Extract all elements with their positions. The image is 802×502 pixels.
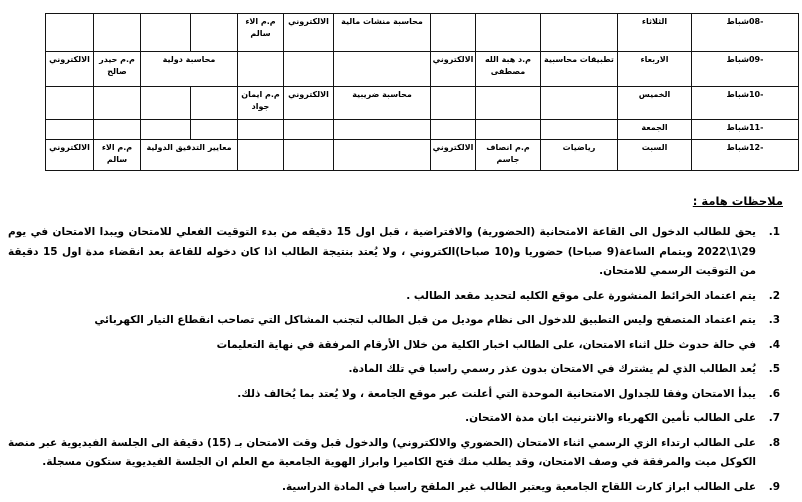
empty-cell (141, 120, 191, 140)
schedule-row-saturday (46, 140, 799, 171)
date-cell: -08شباط (692, 14, 799, 52)
note-number: 5. (768, 363, 780, 375)
empty-cell (46, 120, 94, 140)
empty-cell (284, 140, 334, 171)
note-number: 6. (768, 387, 780, 400)
empty-cell (476, 87, 541, 120)
exam-type-cell: الالكتروني (284, 87, 334, 120)
lecturer-cell: م.م الاء سالم (94, 140, 141, 171)
subject-cell: محاسبة منشات مالية (334, 14, 431, 52)
empty-cell (238, 120, 284, 140)
note-number: 4. (768, 338, 780, 351)
empty-cell (94, 87, 141, 120)
schedule-row-thursday (46, 87, 799, 120)
exam-type-cell: الالكتروني (46, 140, 94, 171)
schedule-row-wednesday (46, 52, 799, 87)
note-number: 8. (768, 436, 780, 449)
note-item-1 (8, 223, 783, 282)
day-cell: الثلاثاء (618, 14, 692, 52)
note-text: يبدأ الامتحان وفقا للجداول الامتحانية الموحدة التي أعلنت عبر موقع الجامعة ، ولا يُعتد بما يُخالف ذلك. (237, 387, 756, 400)
note-item-2 (8, 287, 783, 307)
lecturer-cell: م.م الاء سالم (238, 14, 284, 52)
empty-cell (541, 87, 618, 120)
date-cell: -09شباط (692, 52, 799, 87)
note-item-3 (8, 311, 783, 331)
empty-cell (191, 14, 238, 52)
subject-cell: معايير التدقيق الدولية (141, 140, 238, 171)
note-text: على الطالب تأمين الكهرباء والانترنيت ابان مدة الامتحان. (465, 412, 756, 424)
notes-title: ملاحظات هامة : (692, 194, 783, 208)
lecturer-cell: م.م ايمان جواد (238, 87, 284, 120)
date-cell: -10شباط (692, 87, 799, 120)
lecturer-cell: م.م انصاف جاسم (476, 140, 541, 171)
day-cell: السبت (618, 140, 692, 171)
empty-cell (431, 120, 476, 140)
empty-cell (141, 87, 191, 120)
empty-cell (431, 87, 476, 120)
exam-type-cell: الالكتروني (46, 52, 94, 87)
subject-cell: تطبيقات محاسبية (541, 52, 618, 87)
empty-cell (191, 87, 238, 120)
note-text: يُعد الطالب الذي لم يشترك في الامتحان بدون عذر رسمي راسبا في تلك المادة. (348, 363, 756, 375)
note-text: يتم اعتماد المتصفح وليس التطبيق للدخول الى نظام موديل من قبل الطالب لتجنب المشاكل التي تصاحب انقطاع التيار الكهربائي (94, 314, 756, 326)
subject-cell: محاسبة دولية (141, 52, 238, 87)
subject-cell: رياضيات (541, 140, 618, 171)
exam-type-cell: الالكتروني (284, 14, 334, 52)
note-number: 2. (768, 289, 780, 302)
empty-cell (541, 14, 618, 52)
day-cell: الخميس (618, 87, 692, 120)
lecturer-cell: م.د هبة الله مصطفى (476, 52, 541, 87)
exam-schedule-table (45, 13, 799, 171)
empty-cell (46, 14, 94, 52)
empty-cell (334, 120, 431, 140)
empty-cell (94, 120, 141, 140)
note-text: على الطالب ارتداء الزي الرسمي اثناء الامتحان (الحضوري والالكتروني) والدخول قبل وقت الامتحان بـ (15) دقيقة الى الجلسة الفيديوية عبر منصة الكوكل ميت والمرفقة في وصف الامتحان، وقد يطلب منك فتح الكاميرا وابراز الهوية الجامعية مع العلم ان الجلسة الفيديوية ستكون مسجلة. (8, 436, 756, 468)
empty-cell (476, 120, 541, 140)
empty-cell (284, 120, 334, 140)
note-number: 3. (768, 314, 780, 326)
note-text: على الطالب ابراز كارت اللقاح الجامعية ويعتبر الطالب غير الملقح راسبا في المادة الدراسية. (281, 480, 756, 493)
empty-cell (238, 52, 284, 87)
note-number: 1. (768, 226, 780, 238)
note-item-7 (8, 409, 783, 429)
empty-cell (334, 52, 431, 87)
empty-cell (191, 120, 238, 140)
schedule-row-friday (46, 120, 799, 140)
note-item-9 (8, 478, 783, 498)
note-item-6 (8, 385, 783, 405)
empty-cell (94, 14, 141, 52)
day-cell: الجمعة (618, 120, 692, 140)
note-text: يتم اعتماد الخرائط المنشورة على موقع الكليه لتحديد مقعد الطالب . (406, 289, 756, 302)
note-number: 7. (768, 412, 780, 424)
note-item-5 (8, 360, 783, 380)
note-item-4 (8, 336, 783, 356)
notes-section (8, 194, 783, 502)
exam-type-cell: الالكتروني (431, 52, 476, 87)
empty-cell (284, 52, 334, 87)
empty-cell (541, 120, 618, 140)
empty-cell (238, 140, 284, 171)
note-text: يحق للطالب الدخول الى القاعة الامتحانية (الحضورية) والافتراضية ، قبل اول 15 دقيقه من بدء التوقيت الفعلي للامتحان ويبدا الامتحان في يوم 29\1\2022 وبتمام الساعة(9 صباحا) حضوريا و(10 صباحا)الكتروني ، ولا يُعتد بنتيجة الطالب اذا كان دخوله للقاعة بعد انقضاء مدة اول 15 دقيقة من التوقيت الرسمي للامتحان. (8, 226, 756, 277)
empty-cell (46, 87, 94, 120)
schedule-row-tuesday (46, 14, 799, 52)
empty-cell (334, 140, 431, 171)
empty-cell (431, 14, 476, 52)
subject-cell: محاسبة ضريبية (334, 87, 431, 120)
empty-cell (476, 14, 541, 52)
day-cell: الاربعاء (618, 52, 692, 87)
exam-type-cell: الالكتروني (431, 140, 476, 171)
note-item-8 (8, 434, 783, 473)
note-number: 9. (768, 480, 780, 493)
lecturer-cell: م.م حيدر صالح (94, 52, 141, 87)
empty-cell (141, 14, 191, 52)
date-cell: -11شباط (692, 120, 799, 140)
note-text: في حالة حدوث خلل اثناء الامتحان، على الطالب اخبار الكلية من خلال الأرقام المرفقة في نهاية التعليمات (216, 338, 756, 351)
date-cell: -12شباط (692, 140, 799, 171)
